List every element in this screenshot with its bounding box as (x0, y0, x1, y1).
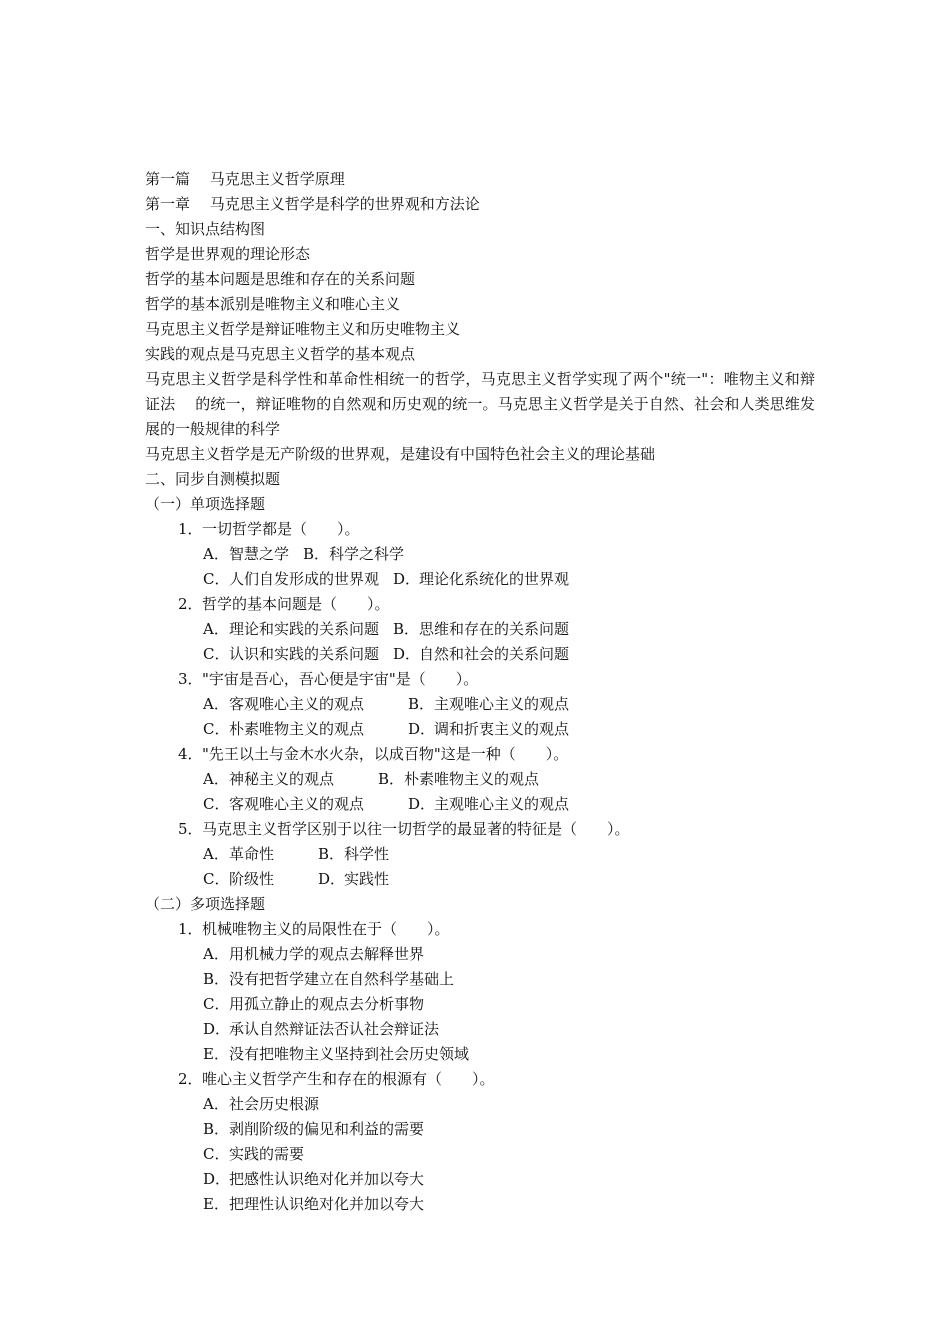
question-text: 机械唯物主义的局限性在于（ ）。 (202, 920, 450, 938)
question-line (178, 592, 815, 617)
section-heading: 一、知识点结构图 (145, 220, 266, 238)
option-item (378, 767, 539, 792)
option-row (203, 1192, 815, 1217)
option-item (393, 642, 569, 667)
option-letter: A． (203, 770, 229, 788)
option-text: 科学性 (344, 845, 390, 863)
option-row (203, 967, 815, 992)
question-number: 1． (178, 520, 203, 538)
option-text: 智慧之学 (229, 545, 290, 563)
question-text: "宇宙是吾心，吾心便是宇宙"是（ ）。 (202, 670, 479, 688)
option-row (203, 567, 815, 592)
option-row (203, 1117, 815, 1142)
option-letter: A． (203, 1095, 229, 1113)
part-title: 第一篇 马克思主义哲学原理 (145, 170, 345, 188)
option-item (318, 842, 389, 867)
option-letter: A． (203, 945, 229, 963)
question-number: 1． (178, 920, 203, 938)
option-text: 认识和实践的关系问题 (229, 645, 380, 663)
option-letter: D． (318, 870, 346, 888)
option-item (303, 542, 404, 567)
option-text: 神秘主义的观点 (229, 770, 365, 788)
option-letter: C． (203, 795, 230, 813)
option-row (203, 1042, 815, 1067)
option-text: 客观唯心主义的观点 (229, 695, 395, 713)
knowledge-paragraph: 马克思主义哲学是科学性和革命性相统一的哲学，马克思主义哲学实现了两个"统一"：唯物主义和辩证法 的统一，辩证唯物的自然观和历史观的统一。马克思主义哲学是关于自然、社会和人类思维发展的一般规律的科学 (145, 370, 815, 438)
option-item (393, 567, 569, 592)
option-letter: D． (203, 1020, 231, 1038)
option-text: 思维和存在的关系问题 (419, 620, 570, 638)
option-letter: D． (203, 1170, 231, 1188)
option-item (203, 842, 304, 867)
option-item (408, 692, 569, 717)
option-letter: A． (203, 545, 229, 563)
option-row (203, 992, 815, 1017)
option-row (203, 867, 815, 892)
option-row (203, 1167, 815, 1192)
option-letter: B． (203, 970, 230, 988)
question-line (178, 667, 815, 692)
option-letter: B． (393, 620, 420, 638)
option-letter: A． (203, 845, 229, 863)
question-number: 5． (178, 820, 203, 838)
option-item (203, 567, 379, 592)
option-row (203, 692, 815, 717)
option-letter: D． (393, 645, 421, 663)
option-letter: D． (408, 795, 436, 813)
option-text: 调和折衷主义的观点 (434, 720, 570, 738)
option-letter: B． (203, 1120, 230, 1138)
question-line (178, 817, 815, 842)
option-text: 实践的需要 (229, 1145, 305, 1163)
option-row (203, 842, 815, 867)
question-text: 哲学的基本问题是（ ）。 (202, 595, 390, 613)
option-letter: B． (303, 545, 330, 563)
option-letter: B． (378, 770, 405, 788)
option-text: 朴素唯物主义的观点 (404, 770, 540, 788)
option-text: 剥削阶级的偏见和利益的需要 (229, 1120, 425, 1138)
option-item (318, 867, 389, 892)
option-text: 人们自发形成的世界观 (229, 570, 380, 588)
option-text: 客观唯心主义的观点 (229, 795, 395, 813)
option-text: 没有把唯物主义坚持到社会历史领域 (229, 1045, 470, 1063)
question-text: "先王以土与金木水火杂，以成百物"这是一种（ ）。 (202, 745, 569, 763)
option-letter: C． (203, 995, 230, 1013)
option-row (203, 617, 815, 642)
option-row (203, 767, 815, 792)
option-item (203, 767, 364, 792)
option-item (408, 792, 569, 817)
option-row (203, 792, 815, 817)
section-heading: 二、同步自测模拟题 (145, 470, 281, 488)
multi-choice-list (145, 917, 815, 1217)
option-letter: B． (318, 845, 345, 863)
option-item (203, 617, 379, 642)
option-letter: E． (203, 1045, 229, 1063)
option-item (203, 692, 394, 717)
option-text: 把理性认识绝对化并加以夸大 (229, 1195, 425, 1213)
option-item (203, 542, 289, 567)
option-text: 朴素唯物主义的观点 (229, 720, 395, 738)
option-text: 理论化系统化的世界观 (419, 570, 570, 588)
knowledge-line: 马克思主义哲学是无产阶级的世界观，是建设有中国特色社会主义的理论基础 (145, 445, 656, 463)
option-item (203, 792, 394, 817)
option-text: 阶级性 (229, 870, 305, 888)
option-row (203, 717, 815, 742)
question-line (178, 1067, 815, 1092)
option-text: 把感性认识绝对化并加以夸大 (229, 1170, 425, 1188)
option-text: 科学之科学 (329, 545, 405, 563)
option-row (203, 1092, 815, 1117)
option-item (203, 717, 394, 742)
option-text: 用机械力学的观点去解释世界 (229, 945, 425, 963)
knowledge-line: 哲学的基本问题是思维和存在的关系问题 (145, 270, 416, 288)
option-text: 社会历史根源 (229, 1095, 320, 1113)
option-letter: C． (203, 1145, 230, 1163)
knowledge-line: 马克思主义哲学是辩证唯物主义和历史唯物主义 (145, 320, 461, 338)
option-text: 自然和社会的关系问题 (419, 645, 570, 663)
option-row (203, 642, 815, 667)
question-number: 3． (178, 670, 203, 688)
option-letter: C． (203, 570, 230, 588)
knowledge-line: 实践的观点是马克思主义哲学的基本观点 (145, 345, 416, 363)
question-text: 唯心主义哲学产生和存在的根源有（ ）。 (202, 1070, 495, 1088)
option-item (393, 617, 569, 642)
question-text: 一切哲学都是（ ）。 (202, 520, 360, 538)
document-content (145, 167, 815, 1217)
option-letter: D． (393, 570, 421, 588)
option-letter: A． (203, 620, 229, 638)
option-letter: E． (203, 1195, 229, 1213)
option-row (203, 1017, 815, 1042)
option-text: 主观唯心主义的观点 (434, 795, 570, 813)
option-text: 实践性 (344, 870, 390, 888)
knowledge-line: 哲学的基本派别是唯物主义和唯心主义 (145, 295, 401, 313)
question-line (178, 917, 815, 942)
option-text: 理论和实践的关系问题 (229, 620, 380, 638)
option-item (408, 717, 569, 742)
question-number: 2． (178, 1070, 203, 1088)
option-text: 主观唯心主义的观点 (434, 695, 570, 713)
option-letter: C． (203, 870, 230, 888)
option-item (203, 642, 379, 667)
option-text: 用孤立静止的观点去分析事物 (229, 995, 425, 1013)
question-text: 马克思主义哲学区别于以往一切哲学的最显著的特征是（ ）。 (202, 820, 630, 838)
option-row (203, 942, 815, 967)
subsection-heading-single: （一）单项选择题 (145, 495, 266, 513)
option-letter: B． (408, 695, 435, 713)
single-choice-list (145, 517, 815, 892)
question-line (178, 517, 815, 542)
option-row (203, 1142, 815, 1167)
chapter-title: 第一章 马克思主义哲学是科学的世界观和方法论 (145, 195, 480, 213)
option-text: 承认自然辩证法否认社会辩证法 (229, 1020, 440, 1038)
question-number: 4． (178, 745, 203, 763)
option-row (203, 542, 815, 567)
option-letter: D． (408, 720, 436, 738)
question-number: 2． (178, 595, 203, 613)
question-line (178, 742, 815, 767)
option-letter: A． (203, 695, 229, 713)
subsection-heading-multi: （二）多项选择题 (145, 895, 266, 913)
option-text: 没有把哲学建立在自然科学基础上 (229, 970, 455, 988)
option-item (203, 867, 304, 892)
option-text: 革命性 (229, 845, 305, 863)
option-letter: C． (203, 720, 230, 738)
option-letter: C． (203, 645, 230, 663)
knowledge-line: 哲学是世界观的理论形态 (145, 245, 311, 263)
